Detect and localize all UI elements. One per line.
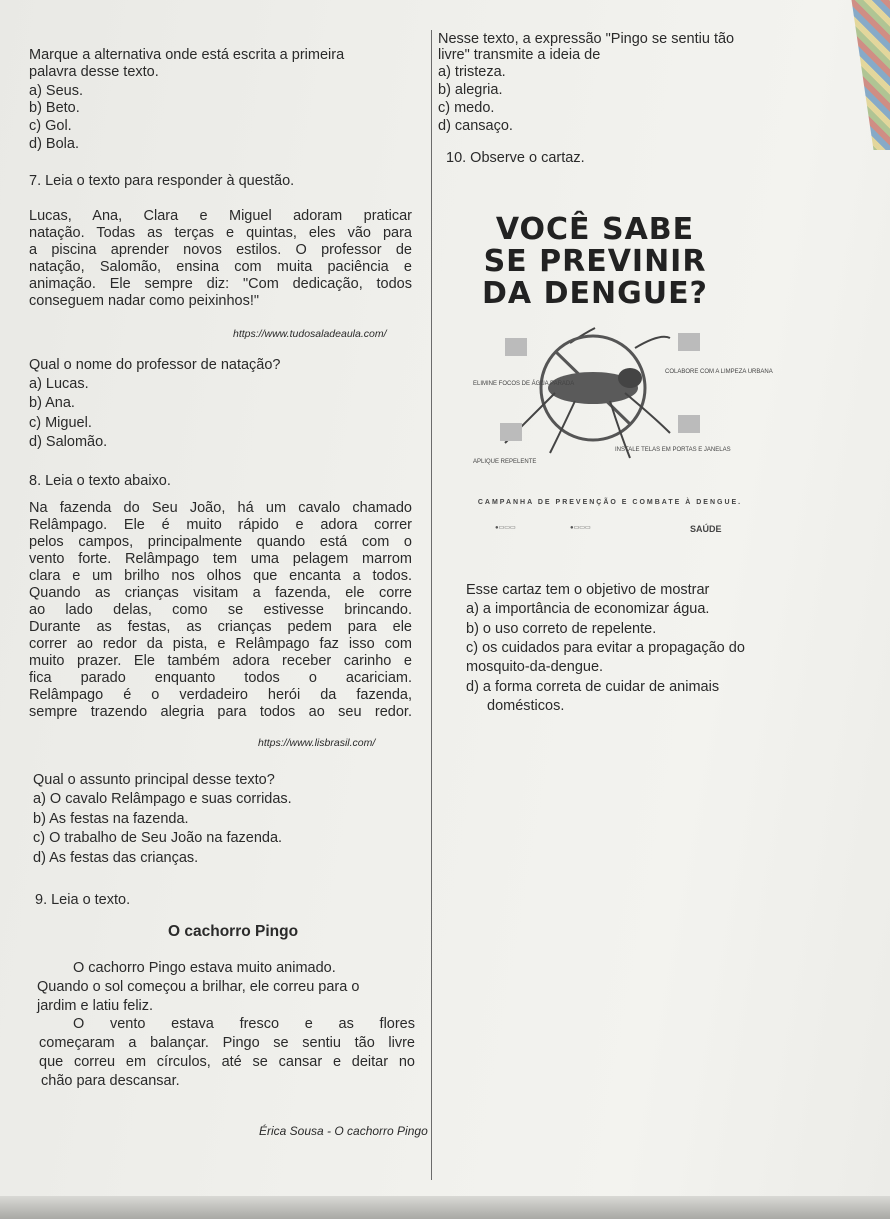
poster-tip-1: ELIMINE FOCOS DE ÁGUA PARADA <box>473 381 575 387</box>
q7-text-line-3: a piscina aprender novos estilos. O professor de <box>29 242 412 258</box>
q8-option-a[interactable]: a) O cavalo Relâmpago e suas corridas. <box>33 791 292 807</box>
q10-option-c-cont: mosquito-da-dengue. <box>466 659 604 675</box>
q8-text-line-4: vento forte. Relâmpago tem uma pelagem marrom <box>29 551 412 567</box>
q9-cont-prompt-line-2: livre" transmite a ideia de <box>438 47 601 63</box>
q10-question: Esse cartaz tem o objetivo de mostrar <box>466 582 710 598</box>
poster-headline-line-1: VOCÊ SABE <box>495 212 695 247</box>
q9-author: Érica Sousa - O cachorro Pingo <box>259 1124 428 1138</box>
q7-text-line-2: natação. Todas as terças e quintas, eles vão para <box>29 225 412 241</box>
q7-option-c[interactable]: c) Miguel. <box>29 415 92 431</box>
q9-cont-option-a[interactable]: a) tristeza. <box>438 64 506 80</box>
q8-option-d[interactable]: d) As festas das crianças. <box>33 850 199 866</box>
q8-text-line-5: clara e um brilho nos olhos que encanta a todos. <box>29 568 412 584</box>
q8-heading: 8. Leia o texto abaixo. <box>29 473 171 489</box>
poster-headline-line-2: SE PREVINIR <box>483 244 707 279</box>
q7-heading: 7. Leia o texto para responder à questão. <box>29 173 295 189</box>
column-divider <box>431 30 432 1180</box>
q8-text-line-8: Durante as festas, as crianças pedem para ele <box>29 619 412 635</box>
q7-option-b[interactable]: b) Ana. <box>29 395 75 411</box>
q9-heading: 9. Leia o texto. <box>35 892 131 908</box>
q7-source: https://www.tudosaladeaula.com/ <box>233 328 387 340</box>
q9-cont-option-d[interactable]: d) cansaço. <box>438 118 513 134</box>
q8-text-line-3: pelos campos, principalmente quando está com o <box>29 534 412 550</box>
q6-option-b[interactable]: b) Beto. <box>29 100 80 116</box>
poster-logo-2: ●▭▭▭ <box>570 525 591 531</box>
poster-tip-4: INSTALE TELAS EM PORTAS E JANELAS <box>615 447 731 453</box>
q6-prompt-line-1: Marque a alternativa onde está escrita a primeira <box>29 47 345 63</box>
q9-text-line-3: jardim e latiu feliz. <box>37 998 154 1014</box>
q6-option-a[interactable]: a) Seus. <box>29 83 83 99</box>
page-bottom-edge <box>0 1196 890 1219</box>
q9-text-line-7: chão para descansar. <box>41 1073 180 1089</box>
q9-cont-option-c[interactable]: c) medo. <box>438 100 495 116</box>
q7-question: Qual o nome do professor de natação? <box>29 357 281 373</box>
q7-text-line-6: conseguem nadar como peixinhos!" <box>29 293 260 309</box>
q9-cont-prompt-line-1: Nesse texto, a expressão "Pingo se sentiu tão <box>438 31 735 47</box>
poster-tip-2: COLABORE COM A LIMPEZA URBANA <box>665 369 773 375</box>
q10-option-b[interactable]: b) o uso correto de repelente. <box>466 621 657 637</box>
q9-text-line-6: que correu em círculos, até se cansar e deitar no <box>39 1054 415 1070</box>
q8-text-line-10: muito prazer. Ele também adora receber carinho e <box>29 653 412 669</box>
q8-text-line-11: fica parado enquanto todos o acariciam. <box>29 670 412 686</box>
q8-option-b[interactable]: b) As festas na fazenda. <box>33 811 189 827</box>
poster-tip-3: APLIQUE REPELENTE <box>473 459 537 465</box>
q10-option-d[interactable]: d) a forma correta de cuidar de animais <box>466 679 720 695</box>
q7-text-line-5: animação. Ele sempre diz: "Com dedicação, todos <box>29 276 412 292</box>
q9-text-line-5: começaram a balançar. Pingo se sentiu tão livre <box>39 1035 415 1051</box>
q6-option-c[interactable]: c) Gol. <box>29 118 72 134</box>
q8-text-line-13: sempre trazendo alegria para todos ao seu redor. <box>29 704 412 720</box>
q9-text-line-2: Quando o sol começou a brilhar, ele correu para o <box>37 979 360 995</box>
poster-headline-line-3: DA DENGUE? <box>482 276 708 311</box>
q8-text-line-1: Na fazenda do Seu João, há um cavalo chamado <box>29 500 412 516</box>
poster-ministry-saude: SAÚDE <box>690 524 722 534</box>
q6-prompt-line-2: palavra desse texto. <box>29 64 159 80</box>
q8-text-line-6: Quando as crianças visitam a fazenda, ele corre <box>29 585 412 601</box>
q8-question: Qual o assunto principal desse texto? <box>33 772 275 788</box>
q10-heading: 10. Observe o cartaz. <box>446 150 585 166</box>
q8-text-line-7: ao lado delas, como se estivesse brincando. <box>29 602 412 618</box>
poster-campaign-line: CAMPANHA DE PREVENÇÃO E COMBATE À DENGUE. <box>477 499 743 506</box>
q7-text-line-4: natação, Salomão, ensina com muita paciência e <box>29 259 412 275</box>
q7-option-d[interactable]: d) Salomão. <box>29 434 108 450</box>
q9-cont-option-b[interactable]: b) alegria. <box>438 82 503 98</box>
q10-option-a[interactable]: a) a importância de economizar água. <box>466 601 710 617</box>
q9-story-title: O cachorro Pingo <box>168 923 299 940</box>
mosquito-illustration <box>445 323 773 498</box>
q9-text-line-4: O vento estava fresco e as flores <box>73 1016 415 1032</box>
q8-text-line-9: correr ao redor da pista, e Relâmpago faz isso com <box>29 636 412 652</box>
q7-option-a[interactable]: a) Lucas. <box>29 376 89 392</box>
q8-text-line-2: Relâmpago. Ele é muito rápido e adora correr <box>29 517 412 533</box>
q10-option-d-cont: domésticos. <box>487 698 565 714</box>
q6-option-d[interactable]: d) Bola. <box>29 136 79 152</box>
q8-option-c[interactable]: c) O trabalho de Seu João na fazenda. <box>33 830 283 846</box>
q8-text-line-12: Relâmpago é o verdadeiro herói da fazenda, <box>29 687 412 703</box>
dengue-poster <box>445 188 773 538</box>
q8-source: https://www.lisbrasil.com/ <box>258 737 376 749</box>
q7-text-line-1: Lucas, Ana, Clara e Miguel adoram praticar <box>29 208 412 224</box>
poster-logo-1: ●▭▭▭ <box>495 525 516 531</box>
q9-text-line-1: O cachorro Pingo estava muito animado. <box>73 960 336 976</box>
q10-option-c[interactable]: c) os cuidados para evitar a propagação do <box>466 640 745 656</box>
